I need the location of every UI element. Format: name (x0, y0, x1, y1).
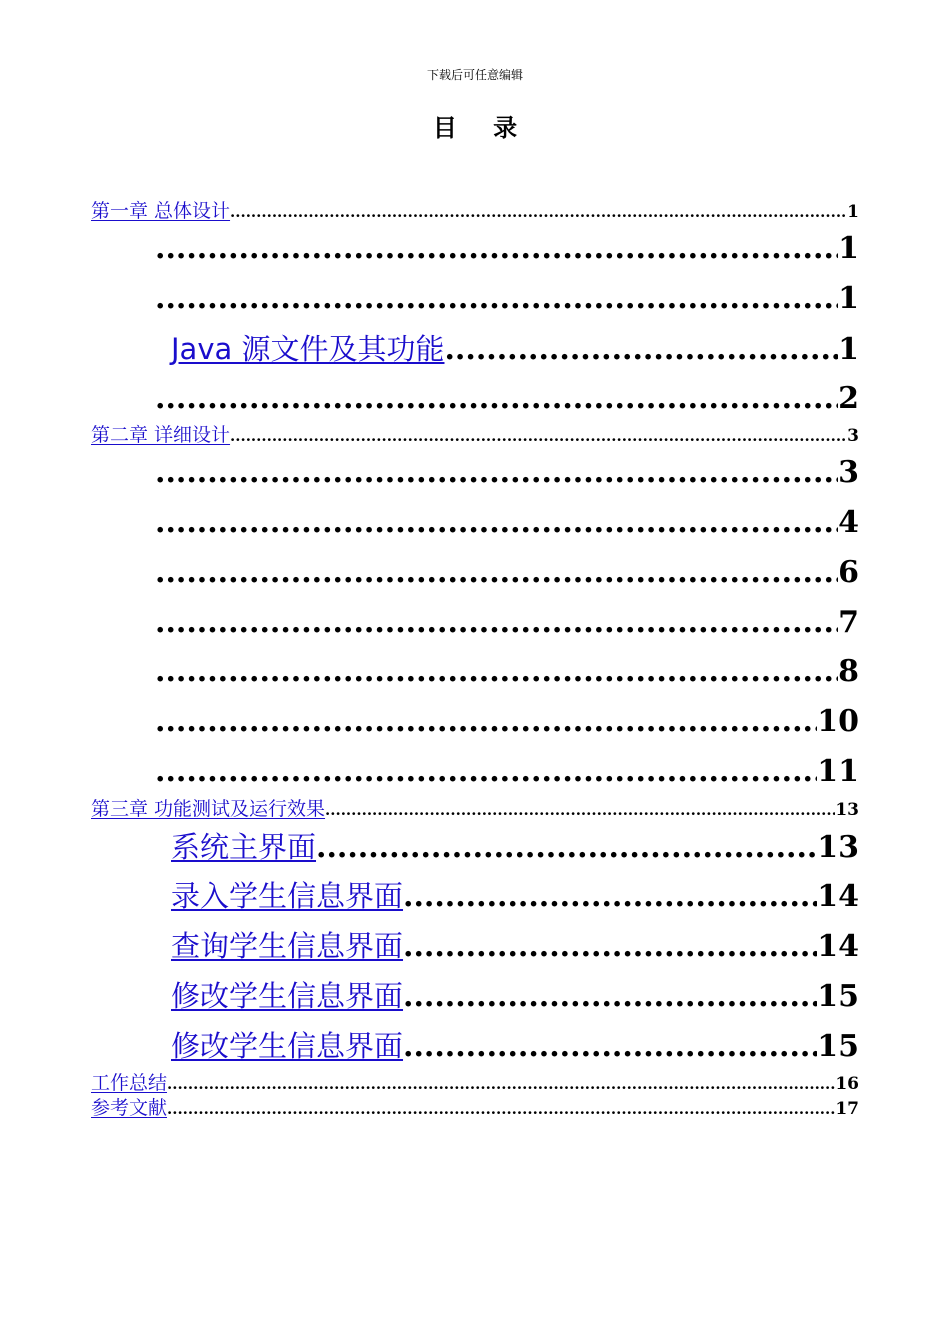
toc-entry-summary[interactable] (91, 1071, 859, 1095)
toc-entry-section[interactable] (155, 377, 859, 421)
toc-page-number: 1 (847, 202, 859, 222)
toc-entry-chapter-1[interactable] (91, 199, 859, 223)
toc-page-number: 17 (835, 1099, 859, 1119)
toc-leader-dots (403, 975, 817, 1018)
toc-link[interactable]: 修改学生信息界面 (171, 1029, 404, 1063)
toc-leader-dots (325, 798, 835, 821)
toc-entry-section[interactable] (155, 601, 859, 645)
toc-entry-chapter-2[interactable] (91, 423, 859, 447)
toc-entry-section[interactable] (155, 277, 859, 321)
toc-entry-chapter-3[interactable] (91, 797, 859, 821)
toc-link[interactable]: Java 源文件及其功能 (171, 332, 445, 366)
toc-entry-references[interactable] (91, 1096, 859, 1120)
toc-leader-dots (167, 1072, 835, 1095)
toc-entry-section[interactable] (155, 924, 859, 968)
toc-leader-dots (155, 501, 838, 545)
toc-leader-dots (155, 750, 817, 794)
toc-leader-dots (155, 551, 838, 595)
toc-entry-section[interactable] (155, 451, 859, 495)
toc-entry-section[interactable] (155, 750, 859, 794)
toc-link[interactable]: 第三章 功能测试及运行效果 (91, 798, 326, 820)
toc-entry-section[interactable] (155, 551, 859, 595)
toc-page-number: 3 (838, 455, 859, 490)
toc-leader-dots (155, 601, 838, 645)
toc-leader-dots (155, 650, 838, 694)
toc-leader-dots (230, 200, 847, 223)
toc-entry-section[interactable] (155, 974, 859, 1018)
toc-leader-dots (403, 925, 817, 968)
toc-link[interactable]: 参考文献 (91, 1097, 168, 1119)
toc-link[interactable]: 录入学生信息界面 (171, 879, 404, 913)
toc-page-number: 11 (817, 754, 859, 789)
toc-link[interactable]: 第一章 总体设计 (91, 200, 231, 222)
toc-leader-dots (167, 1097, 835, 1120)
toc-page-number: 1 (838, 281, 859, 316)
toc-leader-dots (403, 875, 817, 918)
toc-page-number: 14 (817, 929, 859, 964)
toc-title: 目 录 (432, 114, 532, 142)
toc-entry-section[interactable] (155, 227, 859, 271)
toc-leader-dots (155, 377, 838, 421)
toc-page-number: 15 (817, 979, 859, 1014)
toc-entry-section[interactable] (155, 1024, 859, 1068)
toc-page-number: 3 (847, 426, 859, 446)
toc-page-number: 6 (838, 555, 859, 590)
toc-page-number: 4 (838, 505, 859, 540)
toc-page-number: 8 (838, 654, 859, 689)
toc-link[interactable]: 工作总结 (91, 1072, 168, 1094)
toc-link[interactable]: 系统主界面 (171, 830, 317, 864)
toc-page-number: 1 (838, 332, 859, 367)
toc-entry-section[interactable] (155, 650, 859, 694)
toc-entry-section[interactable] (155, 700, 859, 744)
toc-page-number: 2 (838, 381, 859, 416)
toc-link[interactable]: 修改学生信息界面 (171, 979, 404, 1013)
toc-entry-section[interactable] (155, 501, 859, 545)
toc-leader-dots (403, 1025, 817, 1068)
toc-page-number: 7 (838, 605, 859, 640)
toc-link[interactable]: 第二章 详细设计 (91, 424, 231, 446)
toc-leader-dots (316, 826, 817, 869)
toc-page-number: 10 (817, 704, 859, 739)
toc-page-number: 13 (835, 800, 859, 820)
toc-leader-dots (155, 700, 817, 744)
toc-leader-dots (444, 328, 838, 371)
toc-leader-dots (155, 451, 838, 495)
toc-link[interactable]: 查询学生信息界面 (171, 929, 404, 963)
toc-leader-dots (155, 227, 838, 271)
toc-leader-dots (230, 424, 847, 447)
toc-entry-section[interactable] (155, 874, 859, 918)
toc-page-number: 14 (817, 879, 859, 914)
toc-page-number: 15 (817, 1029, 859, 1064)
toc-page-number: 1 (838, 231, 859, 266)
toc-entry-section[interactable] (155, 327, 859, 371)
toc-leader-dots (155, 277, 838, 321)
toc-page-number: 16 (835, 1074, 859, 1094)
toc-entry-section[interactable] (155, 825, 859, 869)
toc-page-number: 13 (817, 830, 859, 865)
header-note: 下载后可任意编辑 (426, 68, 523, 82)
